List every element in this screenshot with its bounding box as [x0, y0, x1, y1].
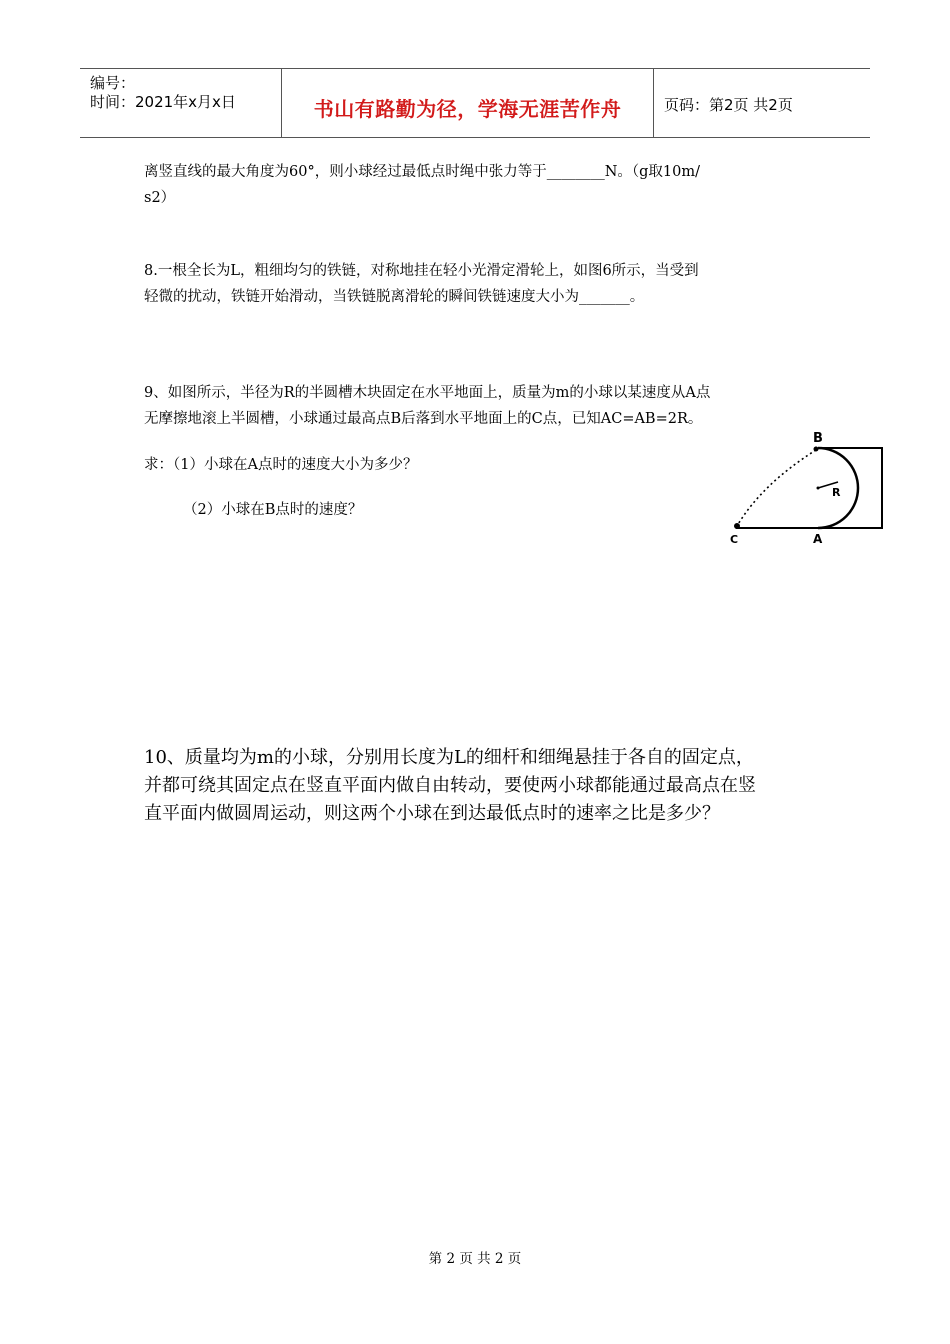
time-label: 时间：2021年x月x日: [90, 93, 236, 111]
q9-line-2: 无摩擦地滚上半圆槽，小球通过最高点B后落到水平地面上的C点，已知AC=AB=2R。: [144, 411, 703, 427]
label-r: R: [832, 486, 841, 499]
center-point: [817, 487, 820, 490]
header-middle-cell: [282, 69, 654, 137]
label-b: B: [813, 431, 823, 446]
q10-line-2: 并都可绕其固定点在竖直平面内做自由转动，要使两小球都能通过最高点在竖: [144, 775, 756, 796]
header-left-cell: [80, 69, 282, 137]
semicircle-groove-figure: [722, 426, 892, 548]
label-c: C: [730, 533, 739, 546]
page-footer: 第 2 页 共 2 页: [428, 1251, 522, 1267]
trajectory: [737, 450, 816, 526]
number-label: 编号：: [90, 74, 136, 92]
block-outline: [818, 448, 882, 528]
header-table: [80, 68, 870, 138]
q10-line-1: 10、质量均为m的小球，分别用长度为L的细杆和细绳悬挂于各自的固定点，: [144, 747, 754, 768]
q9-line-1: 9、如图所示，半径为R的半圆槽木块固定在水平地面上，质量为m的小球以某速度从A点: [144, 385, 711, 401]
page-label: 页码：第2页 共2页: [664, 96, 793, 114]
ball-at-b: [814, 447, 819, 452]
label-a: A: [813, 532, 823, 546]
ball-at-c: [734, 523, 740, 529]
q8-line-1: 8.一根全长为L，粗细均匀的铁链，对称地挂在轻小光滑定滑轮上，如图6所示，当受到: [144, 263, 699, 279]
q9-ask-2: （2）小球在B点时的速度？: [183, 502, 363, 518]
q7-line-2: s2）: [144, 190, 176, 206]
q7-line-1: 离竖直线的最大角度为60°，则小球经过最低点时绳中张力等于________N。（g取10m/: [144, 164, 701, 180]
q10-line-3: 直平面内做圆周运动，则这两个小球在到达最低点时的速率之比是多少？: [144, 803, 720, 824]
motto: 书山有路勤为径，学海无涯苦作舟: [313, 97, 622, 121]
header-right-cell: [654, 69, 870, 137]
q8-line-2: 轻微的扰动，铁链开始滑动，当铁链脱离滑轮的瞬间铁链速度大小为_______。: [144, 289, 645, 305]
q9-ask-1: 求：（1）小球在A点时的速度大小为多少？: [144, 457, 418, 473]
